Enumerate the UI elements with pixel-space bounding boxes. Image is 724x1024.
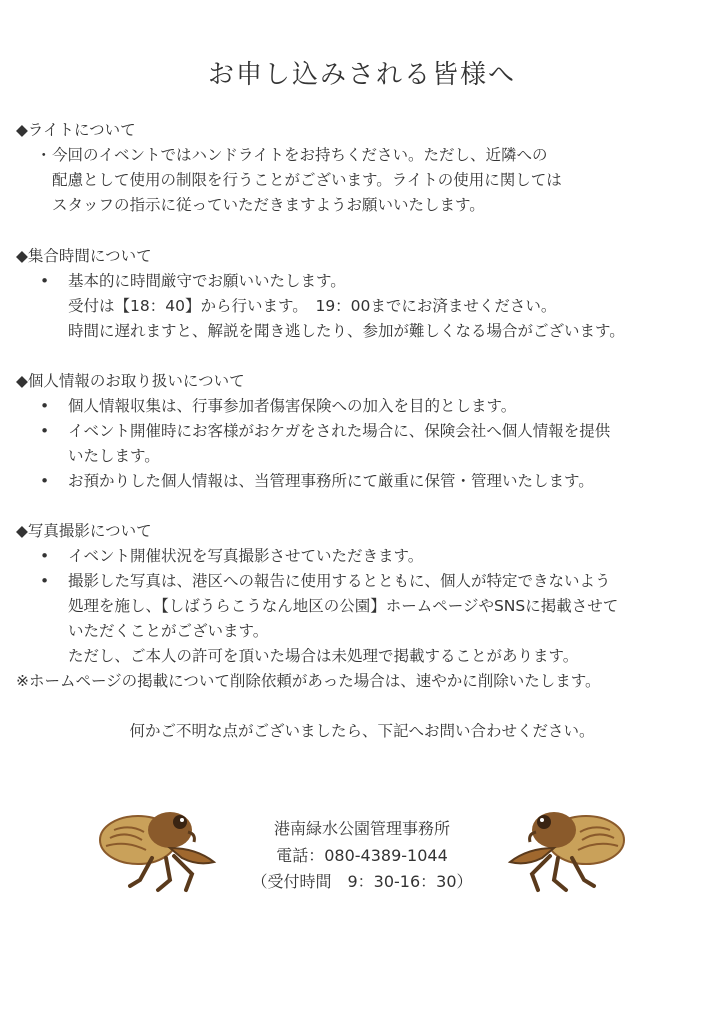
personal-info-line: いたします。 bbox=[68, 447, 160, 465]
bullet-marker: • bbox=[40, 572, 50, 590]
deletion-note: ※ホームページの掲載について削除依頼があった場合は、速やかに削除いたします。 bbox=[16, 672, 601, 690]
light-text-line: スタッフの指示に従っていただきますようお願いいたします。 bbox=[52, 196, 485, 214]
personal-info-line: 個人情報収集は、行事参加者傷害保険への加入を目的とします。 bbox=[68, 397, 517, 415]
photo-text-line: 撮影した写真は、港区への報告に使用するとともに、個人が特定できないよう bbox=[68, 572, 611, 590]
light-text-line: 今回のイベントではハンドライトをお持ちください。ただし、近隣への bbox=[52, 146, 548, 164]
page-title: お申し込みされる皆様へ bbox=[207, 60, 516, 90]
photo-text-line: いただくことがございます。 bbox=[68, 622, 269, 640]
meeting-text-line: 基本的に時間厳守でお願いいたします。 bbox=[68, 272, 346, 290]
cicada-right-illustration bbox=[500, 800, 628, 896]
meeting-text-line: 受付は【18：40】から行います。 19：00までにお済ませください。 bbox=[68, 297, 557, 315]
section-heading-meeting-time: ◆集合時間について bbox=[16, 247, 152, 265]
cicada-left-illustration bbox=[96, 800, 224, 896]
bullet-marker: ・ bbox=[36, 146, 52, 164]
bullet-marker: • bbox=[40, 422, 50, 440]
cicada-icon bbox=[100, 812, 214, 890]
photo-text-line: イベント開催状況を写真撮影させていただきます。 bbox=[68, 547, 424, 565]
inquiry-text: 何かご不明な点がございましたら、下記へお問い合わせください。 bbox=[129, 722, 595, 740]
office-phone: 電話：080-4389-1044 bbox=[276, 846, 448, 865]
office-hours: （受付時間 9：30-16：30） bbox=[251, 872, 473, 891]
cicada-icon bbox=[510, 812, 624, 890]
meeting-text-line: 時間に遅れますと、解説を聞き逃したり、参加が難しくなる場合がございます。 bbox=[68, 322, 625, 340]
section-heading-light: ◆ライトについて bbox=[16, 121, 136, 139]
personal-info-line: お預かりした個人情報は、当管理事務所にて厳重に保管・管理いたします。 bbox=[68, 472, 594, 490]
bullet-marker: • bbox=[40, 397, 50, 415]
bullet-marker: • bbox=[40, 472, 50, 490]
photo-text-line: 処理を施し、【しばうらこうなん地区の公園】ホームページやSNSに掲載させて bbox=[68, 597, 619, 615]
section-heading-personal-info: ◆個人情報のお取り扱いについて bbox=[16, 372, 245, 390]
photo-text-line: ただし、ご本人の許可を頂いた場合は未処理で掲載することがあります。 bbox=[68, 647, 579, 665]
section-heading-photography: ◆写真撮影について bbox=[16, 522, 152, 540]
light-text-line: 配慮として使用の制限を行うことがございます。ライトの使用に関しては bbox=[52, 171, 562, 189]
bullet-marker: • bbox=[40, 272, 50, 290]
office-name: 港南緑水公園管理事務所 bbox=[273, 819, 450, 838]
personal-info-line: イベント開催時にお客様がおケガをされた場合に、保険会社へ個人情報を提供 bbox=[68, 422, 611, 440]
bullet-marker: • bbox=[40, 547, 50, 565]
